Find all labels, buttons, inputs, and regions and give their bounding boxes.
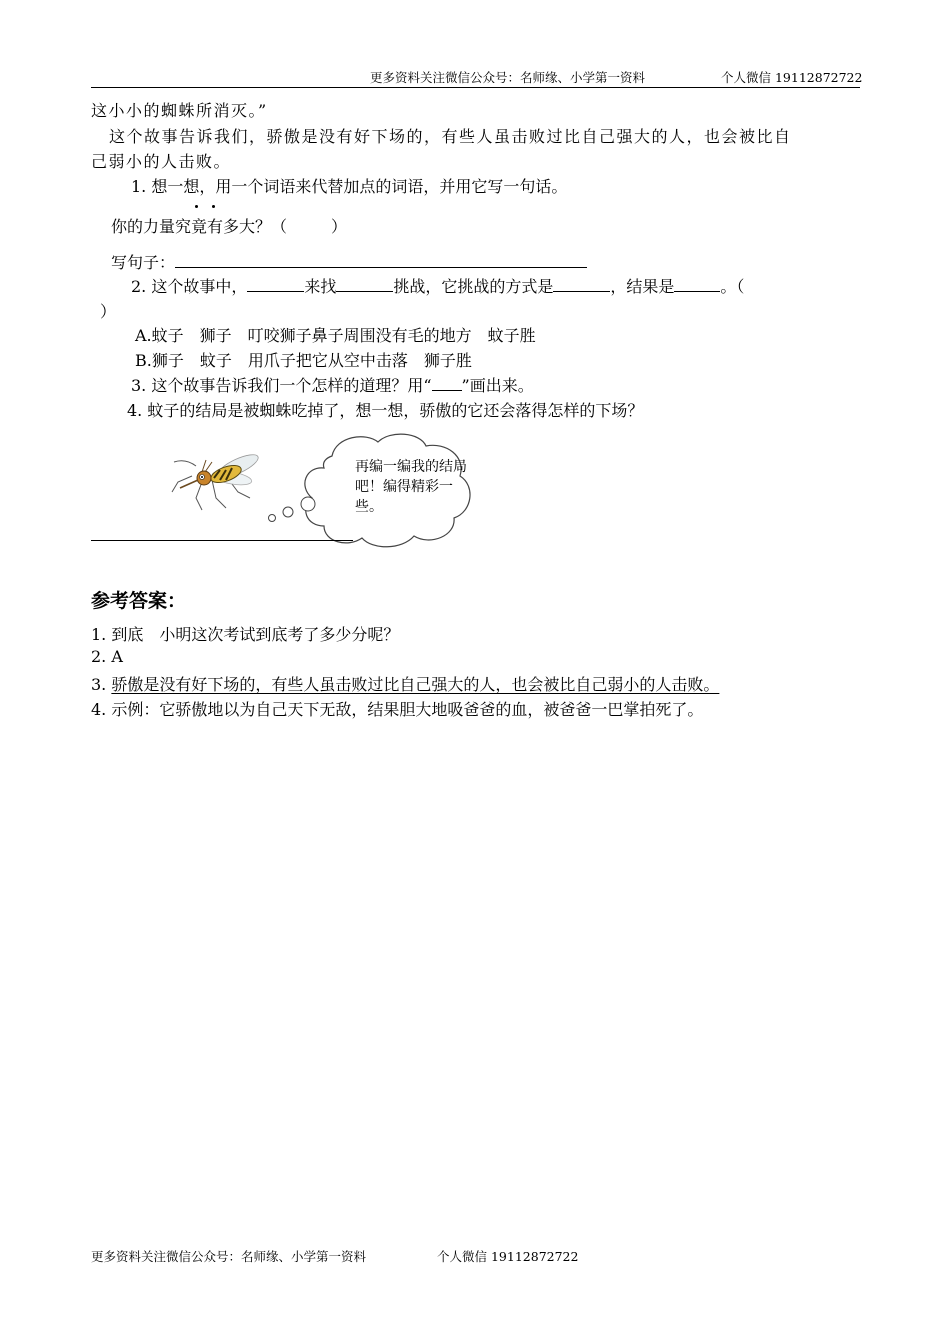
question-3-text-a: 3. 这个故事告诉我们一个怎样的道理？用“ [131,376,432,395]
question-1: 1. 想一想，用一个词语来代替加点的词语，并用它写一句话。 [131,177,568,196]
answer-2: 2. A [91,647,123,666]
question-3 [131,373,534,396]
story-line-2: 这个故事告诉我们，骄傲是没有好下场的，有些人虽击败过比自己强大的人，也会被比自 [109,127,792,146]
question-1-sentence-text: 你的力量究竟有多大？（ [111,217,288,236]
question-2 [131,274,744,297]
question-2-text-e: 。（ [720,277,745,296]
question-3-text-b: ”画出来。 [461,376,534,395]
bubble-text: 再编一编我的结局吧！编得精彩一些。 [355,459,467,515]
answer-writing-line[interactable] [91,540,353,541]
answer-4: 4. 示例：它骄傲地以为自己天下无敌，结果胆大地吸爸爸的血，被爸爸一巴掌拍死了。 [91,700,704,719]
header-divider [91,87,860,88]
question-2-text-b: 来找 [304,277,337,296]
footer-contact-text: 个人微信 19112872722 [437,1249,579,1264]
story-line-3: 己弱小的人击败。 [91,152,232,171]
question-2-blank-3[interactable] [553,277,610,292]
question-2-blank-2[interactable] [336,277,393,292]
question-2-text-d: ，结果是 [610,277,675,296]
emphasis-dot [195,205,198,208]
question-2-blank-1[interactable] [247,277,304,292]
story-line-1: 这小小的蜘蛛所消灭。” [91,101,268,120]
answer-3-text: 骄傲是没有好下场的，有些人虽击败过比自己强大的人，也会被比自己弱小的人击败。 [111,675,720,694]
question-3-underline-sample [432,376,462,391]
header-source-text: 更多资料关注微信公众号：名师缘、小学第一资料 [370,70,646,85]
answers-title: 参考答案： [91,590,187,612]
write-sentence-blank[interactable] [175,253,587,268]
question-4: 4. 蚊子的结局是被蜘蛛吃掉了，想一想，骄傲的它还会落得怎样的下场？ [127,401,644,420]
mosquito-illustration [168,448,268,518]
question-2-close-paren: ） [100,302,117,321]
option-a: A.蚊子 狮子 叮咬狮子鼻子周围没有毛的地方 蚊子胜 [135,326,536,345]
question-2-blank-4[interactable] [674,277,720,292]
question-1-close-paren: ） [331,217,348,236]
option-b: B.狮子 蚊子 用爪子把它从空中击落 狮子胜 [135,351,472,370]
question-2-text-c: 挑战，它挑战的方式是 [393,277,554,296]
header-contact-text: 个人微信 19112872722 [721,70,863,85]
write-sentence-label: 写句子： [111,253,176,272]
question-2-text-a: 2. 这个故事中， [131,277,248,296]
answer-3 [91,672,719,695]
question-1-write-line [111,250,587,273]
answer-1: 1. 到底 小明这次考试到底考了多少分呢？ [91,625,400,644]
emphasis-dot [212,205,215,208]
question-1-sentence [111,214,347,237]
answer-3-number: 3. [91,675,112,694]
footer-source-text: 更多资料关注微信公众号：名师缘、小学第一资料 [91,1249,367,1264]
